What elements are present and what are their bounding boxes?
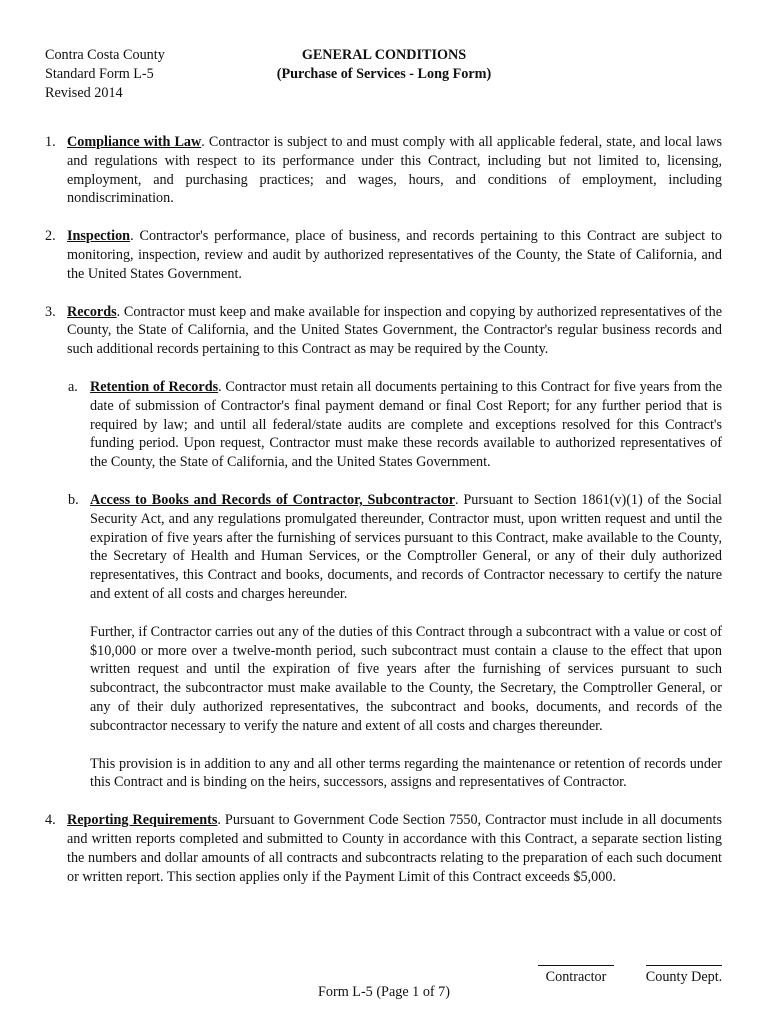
contractor-initials-line xyxy=(538,965,614,966)
section-title: Records xyxy=(67,303,117,320)
subsection-text: . Contractor must retain all documents pertaining to this Contract for five years from the date of submission of Contractor's final payment demand or final Cost Report; for any further period that is required by law; and until all federal/state audits are complete and exceptions resolved for this Contract's funding period. Upon request, Contractor must make these records available to authorized representatives of the County, the State of California, and the United States Government. xyxy=(90,378,722,471)
subsection-retention-of-records xyxy=(68,378,722,472)
contractor-label: Contractor xyxy=(545,969,607,985)
section-text: . Pursuant to Government Code Section 7550, Contractor must include in all documents and written reports completed and submitted to County in accordance with this Contract, a separate section listing the numbers and dollar amounts of all contracts and subcontracts relating to the preparation of each such document or written report. This section applies only if the Payment Limit of this Contract exceeds $5,000. xyxy=(67,812,722,885)
section-reporting-requirements xyxy=(45,811,722,886)
section-number: 4. xyxy=(45,812,56,829)
section-title: Inspection xyxy=(67,228,131,245)
header-title-block xyxy=(234,46,534,84)
section-inspection xyxy=(45,227,722,283)
header-county: Contra Costa County xyxy=(45,47,165,63)
section-title: Compliance with Law xyxy=(67,134,202,150)
subsection-letter: b. xyxy=(68,491,79,508)
section-number: 2. xyxy=(45,228,56,245)
document-title: GENERAL CONDITIONS xyxy=(301,47,467,63)
section-number: 3. xyxy=(45,303,56,320)
county-label: County Dept. xyxy=(645,969,723,985)
subsection-text: . Pursuant to Section 1861(v)(1) of the Social Security Act, and any regulations promulgated thereunder, Contractor must, upon written request and until the expiration of five years after the furnishing of services pursuant to this Contract, make available to the County, the Secretary of Health and Human Services, or the Comptroller General, or any of their duly authorized representatives, this Contract and books, documents, and records of Contractor necessary to certify the nature and extent of all costs and charges hereunder. xyxy=(90,491,722,602)
section-text: . Contractor must keep and make available for inspection and copying by authorized representatives of the County, the State of California, and the United States Government, the Contractor's regular business records and such additional records pertaining to this Contract as may be required by the County. xyxy=(67,303,722,358)
section-number: 1. xyxy=(45,134,56,150)
county-initials-line xyxy=(646,965,722,966)
subsection-title: Access to Books and Records of Contractor, Subcontractor xyxy=(90,491,455,508)
paragraph-subcontract-access: Further, if Contractor carries out any of the duties of this Contract through a subcontract with a value or cost of $10,000 or more over a twelve-month period, such subcontract must contain a clause to the effect that upon written request and until the expiration of five years after the furnishing of services pursuant to such subcontract, the subcontractor must make available to the County, the Secretary, the Comptroller General, or any of their duly authorized representatives, the subcontract and books, documents, and records of the subcontractor necessary to verify the nature and extent of all costs and charges thereunder. xyxy=(90,623,722,734)
document-body xyxy=(45,133,722,905)
header-left-block xyxy=(45,46,165,102)
page-footer: Form L-5 (Page 1 of 7) xyxy=(318,984,450,1000)
header-form-number: Standard Form L-5 xyxy=(45,65,154,82)
header-revision: Revised 2014 xyxy=(45,84,123,101)
section-compliance-with-law xyxy=(45,133,722,208)
section-text: . Contractor is subject to and must comply with all applicable federal, state, and local laws and regulations with respect to its performance under this Contract, including but not limited to, licensing, employment, and purchasing practices; and wages, hours, and conditions of employment, including nondiscrimination. xyxy=(67,134,722,207)
subsection-letter: a. xyxy=(68,378,78,395)
subsection-title: Retention of Records xyxy=(90,378,219,395)
section-text: . Contractor's performance, place of business, and records pertaining to this Contract are subject to monitoring, inspection, review and audit by authorized representatives of the County, the State of California, and the United States Government. xyxy=(67,228,722,282)
subsection-access-to-books xyxy=(68,491,722,604)
section-title: Reporting Requirements xyxy=(67,812,218,829)
document-subtitle: (Purchase of Services - Long Form) xyxy=(276,65,492,82)
paragraph-provision-binding: This provision is in addition to any and all other terms regarding the maintenance or retention of records under this Contract and is binding on the heirs, successors, assigns and representatives of Contractor. xyxy=(90,755,722,791)
section-records xyxy=(45,303,722,359)
